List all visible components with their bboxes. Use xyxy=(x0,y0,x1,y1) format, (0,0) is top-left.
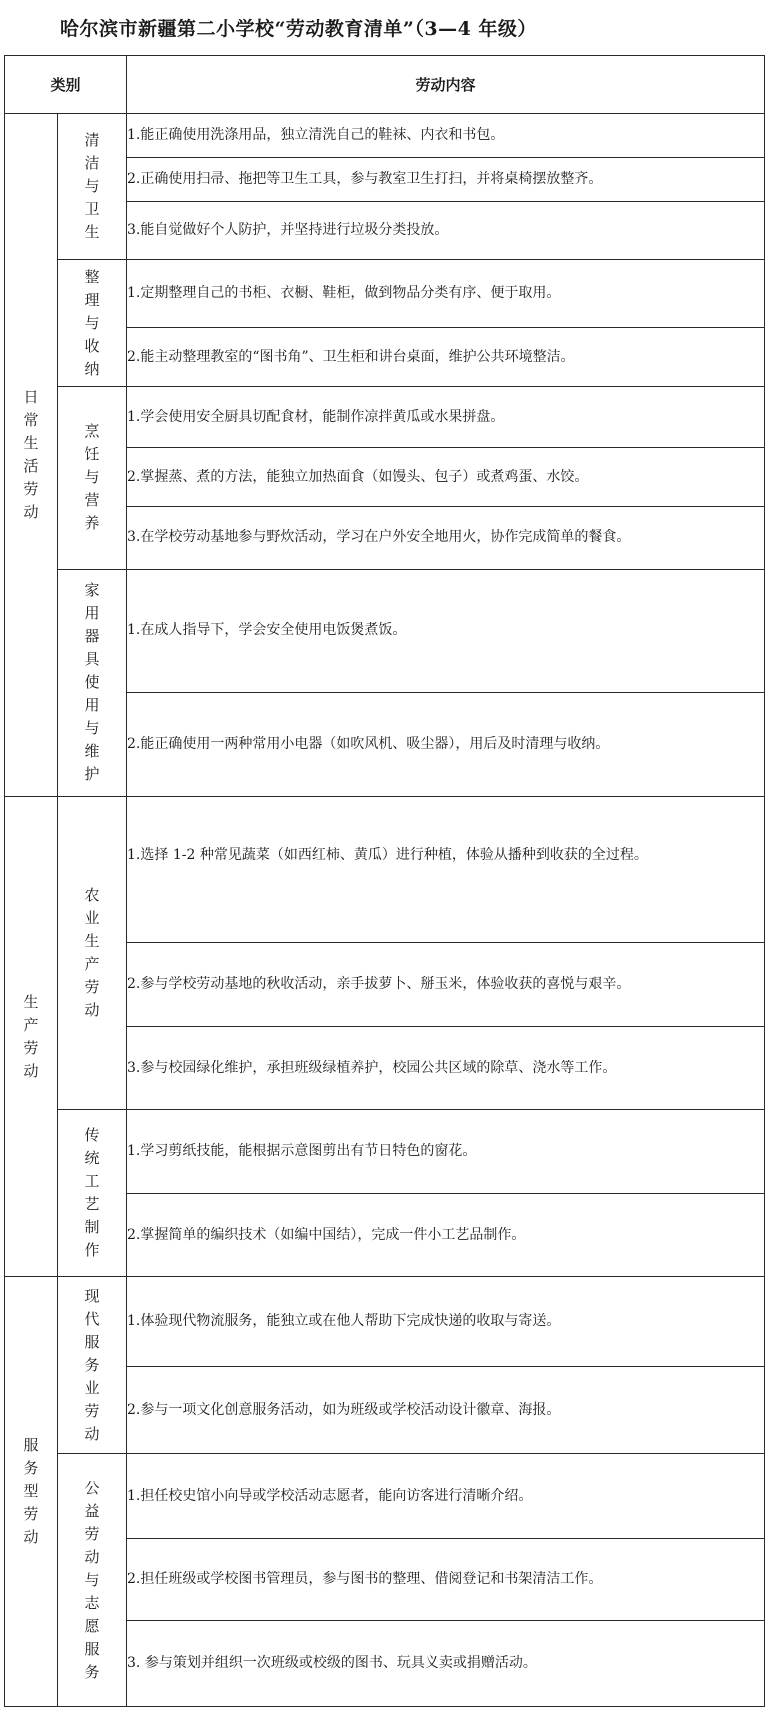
content-cell: 1.定期整理自己的书柜、衣橱、鞋柜，做到物品分类有序、便于取用。 xyxy=(127,260,765,328)
table-row xyxy=(5,1277,765,1366)
content-cell: 1.在成人指导下，学会安全使用电饭煲煮饭。 xyxy=(127,569,765,693)
content-cell: 2.正确使用扫帚、拖把等卫生工具，参与教室卫生打扫，并将桌椅摆放整齐。 xyxy=(127,157,765,202)
content-cell: 3.能自觉做好个人防护，并坚持进行垃圾分类投放。 xyxy=(127,202,765,260)
sub-category: 传统工艺制作 xyxy=(58,1110,127,1277)
content-cell: 2.掌握简单的编织技术（如编中国结），完成一件小工艺品制作。 xyxy=(127,1194,765,1277)
content-cell: 1.担任校史馆小向导或学校活动志愿者，能向访客进行清晰介绍。 xyxy=(127,1454,765,1538)
major-category: 生产劳动 xyxy=(5,796,58,1277)
major-category: 服务型劳动 xyxy=(5,1277,58,1707)
content-cell: 1.学习剪纸技能，能根据示意图剪出有节日特色的窗花。 xyxy=(127,1110,765,1194)
content-cell: 2.掌握蒸、煮的方法，能独立加热面食（如馒头、包子）或煮鸡蛋、水饺。 xyxy=(127,448,765,507)
content-cell: 3. 参与策划并组织一次班级或校级的图书、玩具义卖或捐赠活动。 xyxy=(127,1620,765,1706)
category-header: 类别 xyxy=(5,56,127,114)
content-cell: 1.学会使用安全厨具切配食材，能制作凉拌黄瓜或水果拼盘。 xyxy=(127,387,765,448)
content-cell: 1.选择 1-2 种常见蔬菜（如西红柿、黄瓜）进行种植，体验从播种到收获的全过程。 xyxy=(127,796,765,942)
content-cell: 1.体验现代物流服务，能独立或在他人帮助下完成快递的收取与寄送。 xyxy=(127,1277,765,1366)
content-cell: 1.能正确使用洗涤用品，独立清洗自己的鞋袜、内衣和书包。 xyxy=(127,113,765,157)
table-row xyxy=(5,260,765,328)
content-cell: 3.参与校园绿化维护，承担班级绿植养护，校园公共区域的除草、浇水等工作。 xyxy=(127,1027,765,1110)
sub-category: 公益劳动与志愿服务 xyxy=(58,1454,127,1707)
content-cell: 2.担任班级或学校图书管理员，参与图书的整理、借阅登记和书架清洁工作。 xyxy=(127,1538,765,1620)
table-row xyxy=(5,1110,765,1194)
page-title: 哈尔滨市新疆第二小学校“劳动教育清单”（3—4 年级） xyxy=(60,18,537,40)
content-cell: 2.参与学校劳动基地的秋收活动，亲手拔萝卜、掰玉米，体验收获的喜悦与艰辛。 xyxy=(127,943,765,1027)
table-header-row xyxy=(5,56,765,114)
sub-category: 烹饪与营养 xyxy=(58,387,127,569)
content-header: 劳动内容 xyxy=(127,56,765,114)
content-cell: 3.在学校劳动基地参与野炊活动，学习在户外安全地用火，协作完成简单的餐食。 xyxy=(127,507,765,569)
sub-category: 整理与收纳 xyxy=(58,260,127,387)
table-row xyxy=(5,796,765,942)
major-category: 日常生活劳动 xyxy=(5,113,58,796)
content-cell: 2.能主动整理教室的“图书角”、卫生柜和讲台桌面，维护公共环境整洁。 xyxy=(127,328,765,387)
sub-category: 现代服务业劳动 xyxy=(58,1277,127,1454)
content-cell: 2.能正确使用一两种常用小电器（如吹风机、吸尘器），用后及时清理与收纳。 xyxy=(127,693,765,797)
table-row xyxy=(5,387,765,448)
labor-list-table xyxy=(4,55,765,1707)
table-row xyxy=(5,1454,765,1538)
sub-category: 家用器具使用与维护 xyxy=(58,569,127,796)
content-cell: 2.参与一项文化创意服务活动，如为班级或学校活动设计徽章、海报。 xyxy=(127,1366,765,1454)
table-row xyxy=(5,113,765,157)
sub-category: 农业生产劳动 xyxy=(58,796,127,1110)
table-row xyxy=(5,569,765,693)
sub-category: 清洁与卫生 xyxy=(58,113,127,259)
